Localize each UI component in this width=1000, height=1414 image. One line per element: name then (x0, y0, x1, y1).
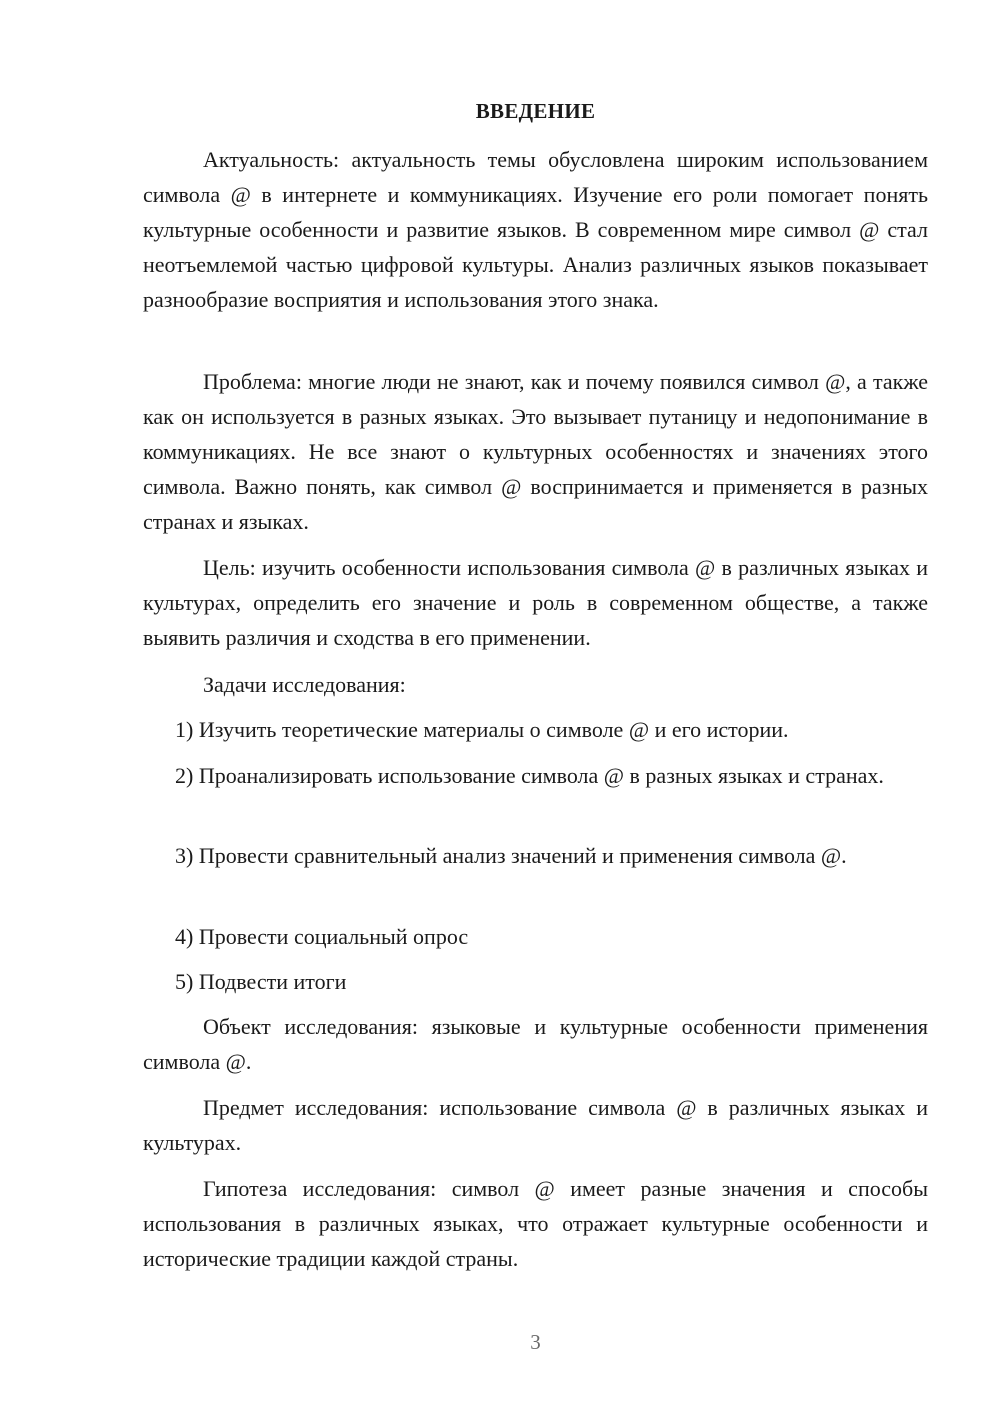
tasks-heading: Задачи исследования: (203, 672, 406, 697)
page-title: ВВЕДЕНИЕ (475, 99, 596, 123)
page-number: 3 (530, 1330, 541, 1354)
paragraph-problem: Проблема: многие люди не знают, как и почему появился символ @, а также как он используется в разных языках. Это вызывает путаницу и недопонимание в коммуникациях. Не все знают о культурных особенностях и значениях этого символа. Важно понять, как символ @ воспринимается и применяется в разных странах и языках. (143, 369, 928, 534)
paragraph-relevance: Актуальность: актуальность темы обусловлена широким использованием символа @ в интернете и коммуникациях. Изучение его роли помогает понять культурные особенности и развитие языков. В современном мире символ @ стал неотъемлемой частью цифровой культуры. Анализ различных языков показывает разнообразие восприятия и использования этого знака. (143, 147, 928, 312)
paragraph-hypothesis: Гипотеза исследования: символ @ имеет разные значения и способы использования в различных языках, что отражает культурные особенности и исторические традиции каждой страны. (143, 1176, 928, 1271)
task-item: 3) Провести сравнительный анализ значений и применения символа @. (175, 843, 847, 868)
paragraph-subject: Предмет исследования: использование символа @ в различных языках и культурах. (143, 1095, 928, 1155)
task-item: 4) Провести социальный опрос (175, 924, 469, 949)
paragraph-object: Объект исследования: языковые и культурные особенности применения символа @. (143, 1014, 928, 1074)
task-item: 5) Подвести итоги (175, 969, 347, 994)
task-item: 2) Проанализировать использование символа @ в разных языках и странах. (175, 763, 884, 788)
task-item: 1) Изучить теоретические материалы о символе @ и его истории. (175, 717, 789, 742)
paragraph-goal: Цель: изучить особенности использования символа @ в различных языках и культурах, определить его значение и роль в современном обществе, а также выявить различия и сходства в его применении. (143, 555, 928, 650)
